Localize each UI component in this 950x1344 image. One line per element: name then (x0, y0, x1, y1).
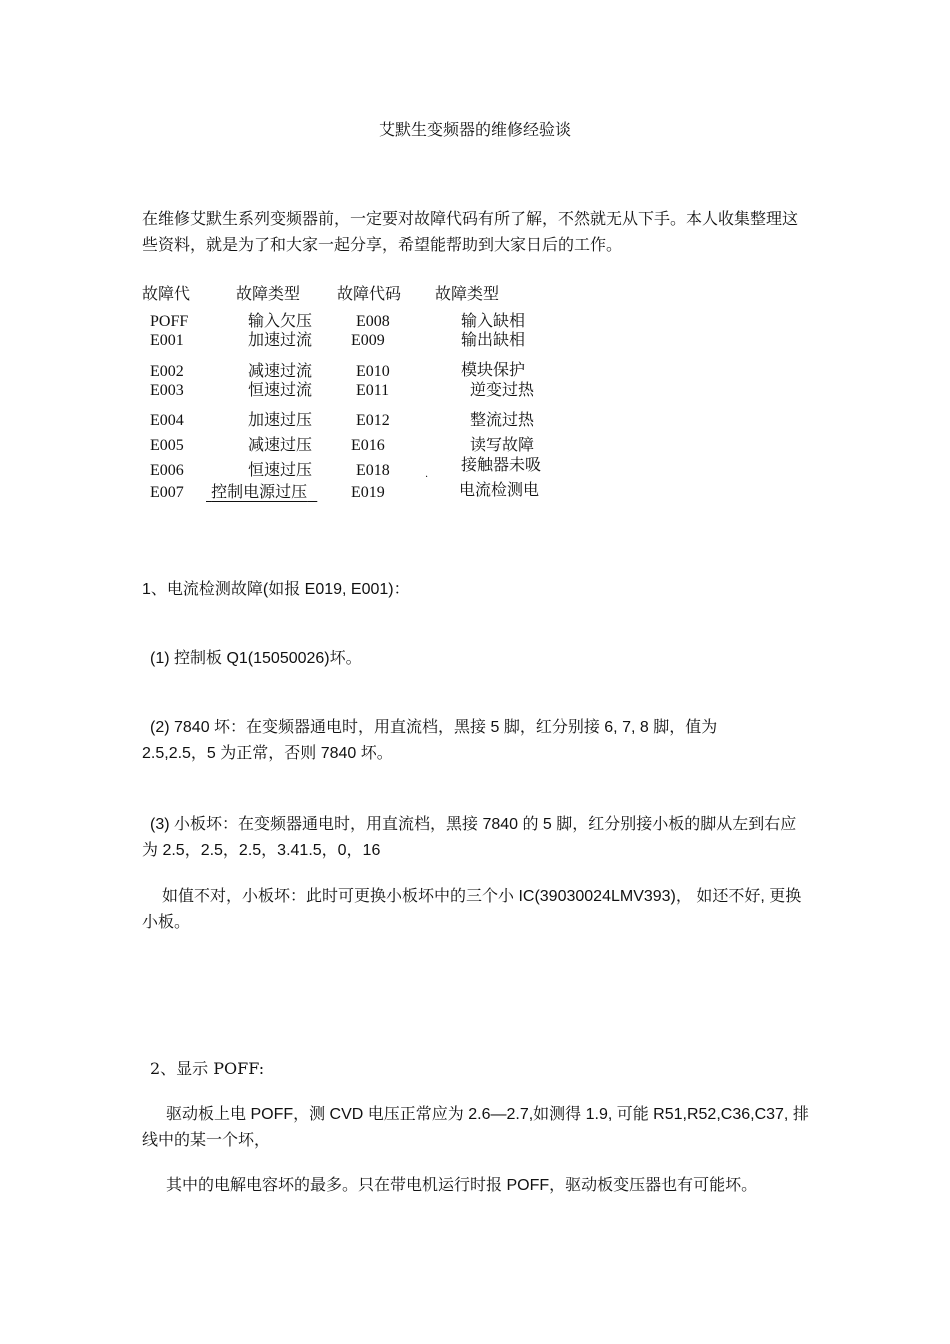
table-cell-code: E006 (150, 462, 184, 479)
table-cell-code-2: E012 (356, 412, 390, 429)
table-cell-type-2: 输入缺相 (461, 311, 526, 330)
table-cell-type-2: 接触器未吸 (461, 455, 542, 474)
table-cell-code-2: E011 (356, 382, 390, 399)
table-header-code-2: 故障代码 (337, 284, 402, 303)
section-2-paragraph-1: 驱动板上电 POFF，测 CVD 电压正常应为 2.6—2.7,如测得 1.9, 可能 R51,R52,C36,C37, 排线中的某一个坏， (142, 1106, 809, 1149)
table-header-code: 故障代 (142, 284, 191, 303)
table-cell-code: E003 (150, 382, 184, 399)
table-cell-type-2: 读写故障 (470, 435, 535, 454)
table-cell-code-2: E018 (356, 462, 390, 479)
table-cell-type-2: 整流过热 (470, 410, 535, 429)
section-1-item-3: (3) 小板坏：在变频器通电时，用直流档，黑接 7840 的 5 脚，红分别接小板的脚从左到右应为 2.5，2.5，2.5，3.41.5，0，16 (142, 816, 797, 859)
table-cell-type: 减速过流 (248, 361, 313, 380)
table-cell-type: 输入欠压 (248, 311, 313, 330)
table-cell-code-2: E019 (351, 484, 385, 501)
section-1-note: 如值不对，小板坏：此时可更换小板坏中的三个小 IC(39030024LMV393)， 如还不好, 更换小板。 (142, 888, 802, 931)
table-cell-code: E001 (150, 332, 184, 349)
table-cell-code-2: E008 (356, 313, 390, 330)
intro-paragraph: 在维修艾默生系列变频器前，一定要对故障代码有所了解，不然就无从下手。本人收集整理这些资料，就是为了和大家一起分享，希望能帮助到大家日后的工作。 (142, 209, 799, 254)
table-cell-type-2: 模块保护 (461, 360, 526, 379)
table-cell-code-2: E010 (356, 363, 390, 380)
table-cell-code: E005 (150, 437, 184, 454)
table-cell-type: 加速过压 (248, 410, 313, 429)
table-cell-code: E002 (150, 363, 184, 380)
table-cell-code: E007 (150, 484, 184, 501)
table-cell-type: 加速过流 (248, 330, 313, 349)
section-2-paragraph-2: 其中的电解电容坏的最多。只在带电机运行时报 POFF，驱动板变压器也有可能坏。 (166, 1177, 758, 1194)
section-2-heading: 2、显示 POFF: (150, 1059, 265, 1078)
table-header-type-2: 故障类型 (435, 284, 500, 303)
table-cell-type-2: 逆变过热 (470, 380, 535, 399)
table-cell-code: E004 (150, 412, 184, 429)
table-cell-type-2: 输出缺相 (461, 330, 526, 349)
table-cell-code: POFF (150, 313, 189, 330)
table-cell-type: 恒速过流 (248, 380, 313, 399)
table-cell-type-2: 电流检测电 (459, 480, 540, 499)
table-cell-code-2: E009 (351, 332, 385, 349)
table-cell-type: 恒速过压 (248, 460, 313, 479)
table-cell-type: 减速过压 (248, 435, 313, 454)
document-title: 艾默生变频器的维修经验谈 (378, 120, 571, 139)
section-1-item-2: (2) 7840 坏：在变频器通电时，用直流档，黑接 5 脚，红分别接 6, 7, 8 脚，值为 2.5,2.5，5 为正常，否则 7840 坏。 (142, 719, 718, 762)
section-1-heading: 1、电流检测故障(如报 E019, E001)： (142, 581, 410, 598)
table-cell-code-2: E016 (351, 437, 385, 454)
section-1-item-1: (1) 控制板 Q1(15050026)坏。 (150, 650, 362, 667)
stray-mark: · (425, 472, 429, 483)
table-header-type: 故障类型 (236, 284, 301, 303)
table-cell-type: 控制电源过压 (211, 482, 308, 501)
